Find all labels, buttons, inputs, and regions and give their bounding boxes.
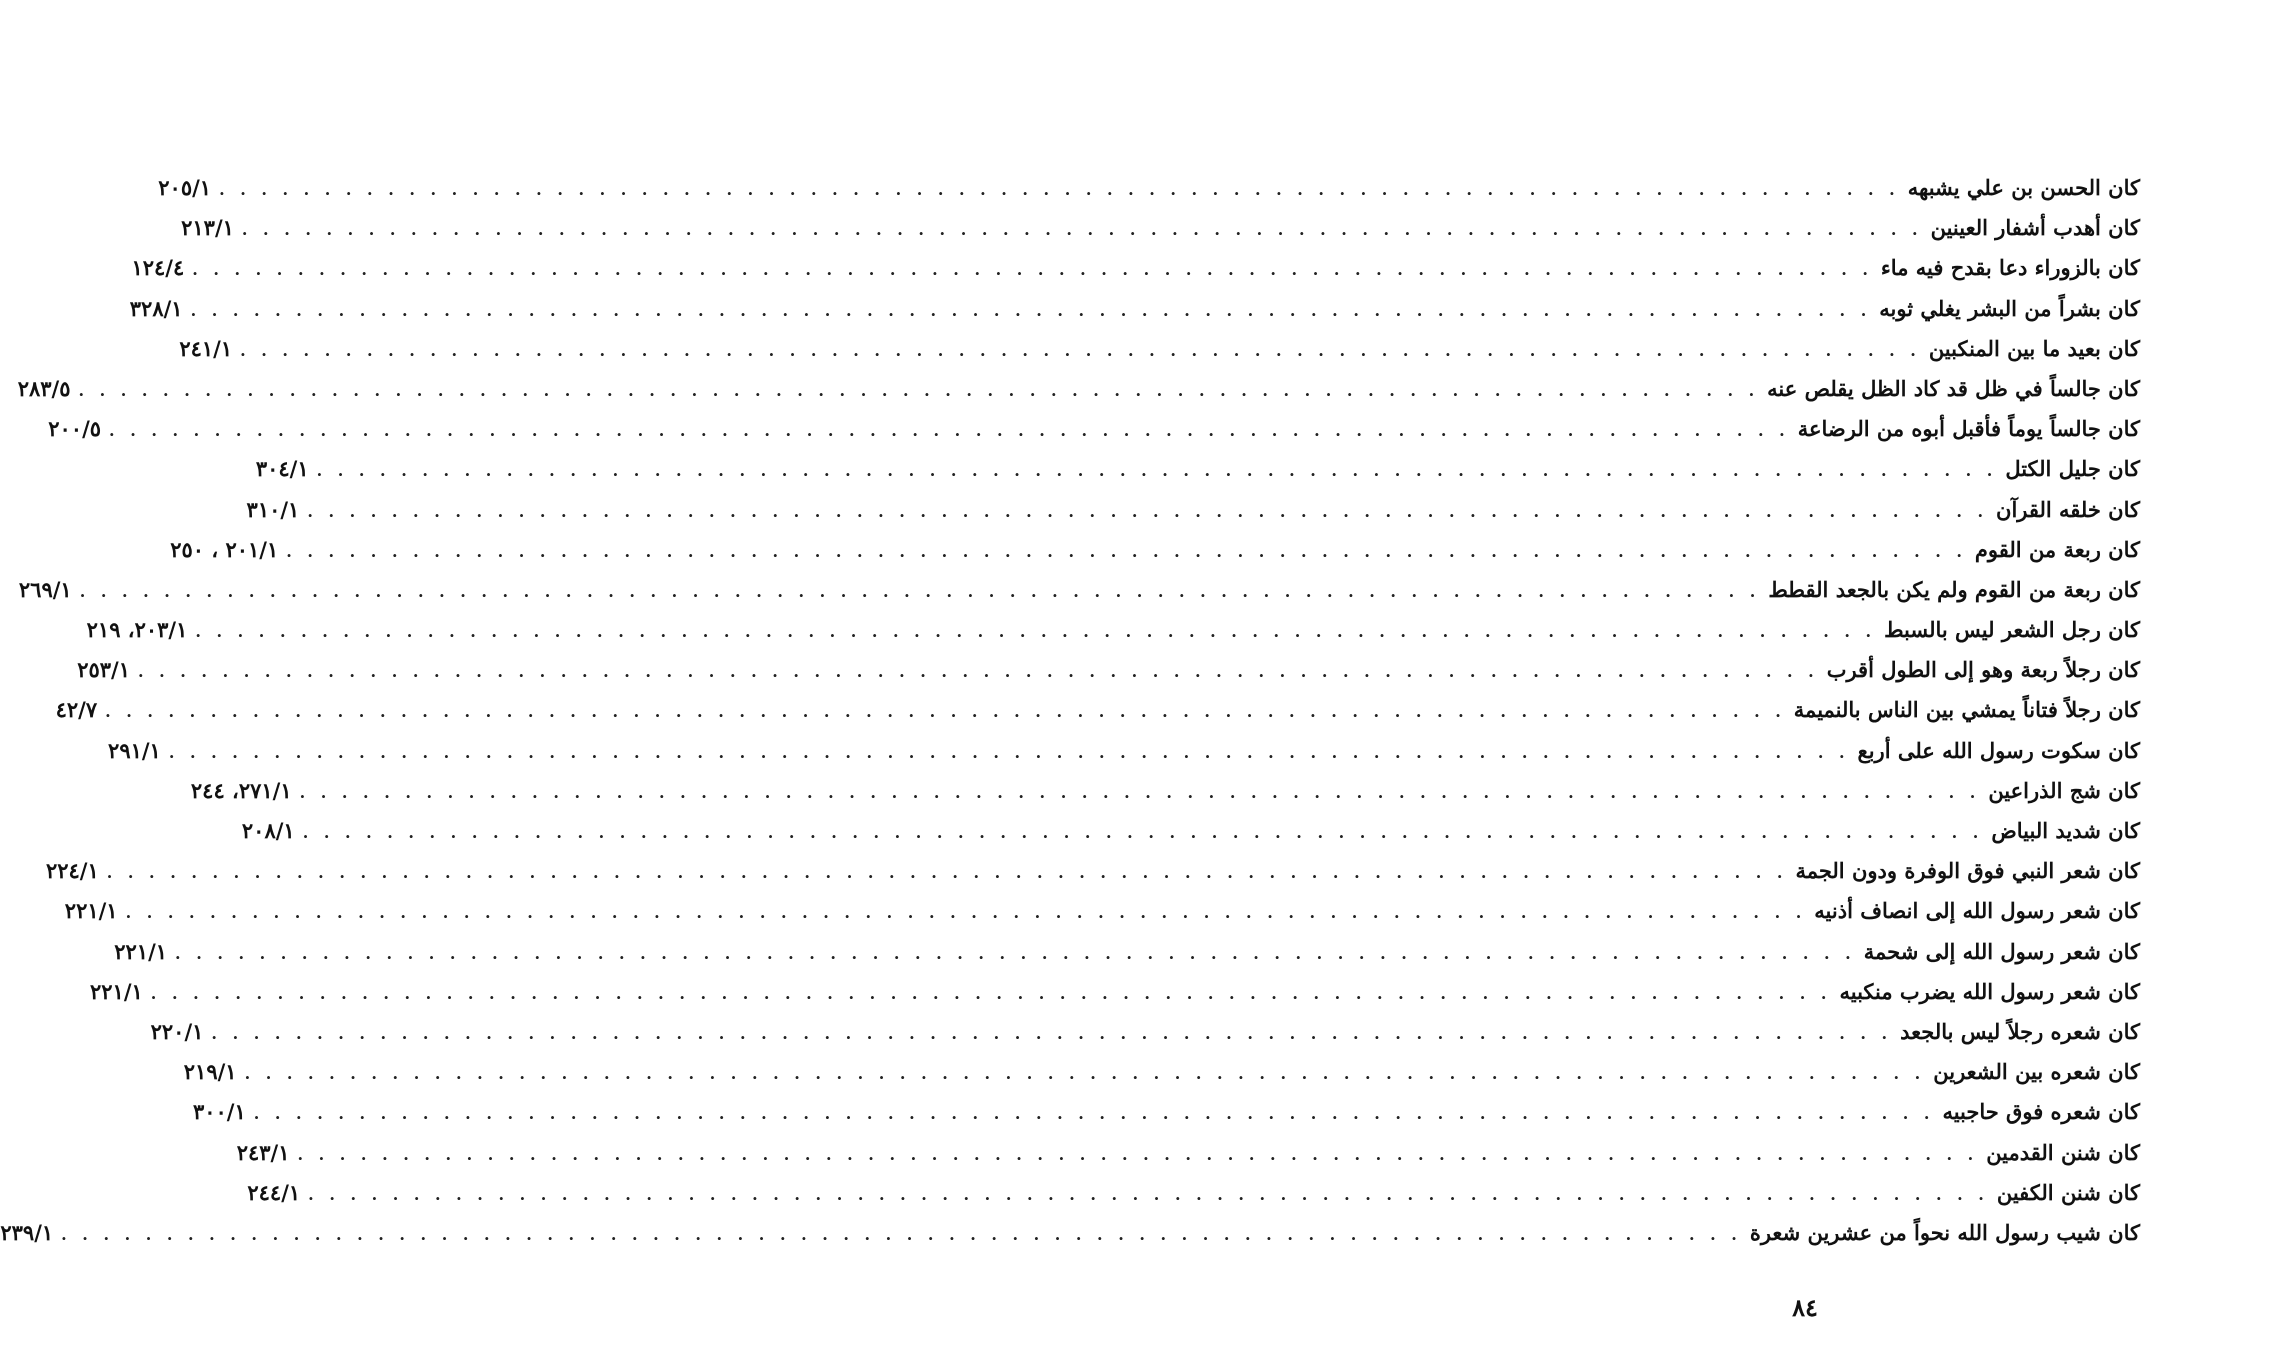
index-entry (90, 972, 2140, 1012)
dot-leader: . . . . . . . . . . . . . . . . . . . . . . . . . . . . . . . . . . . . . . . . . . . . . . . . . . . . . . . . . . . . . . . . . . . . . . . . . . . . . . . . (195, 622, 1877, 642)
dot-leader: . . . . . . . . . . . . . . . . . . . . . . . . . . . . . . . . . . . . . . . . . . . . . . . . . . . . . . . . . . . . . . . . . . . . . . . . . . . . . . . . (286, 541, 1967, 561)
index-entry (45, 851, 2140, 891)
entry-reference: ٢٤٣/١ (236, 1139, 290, 1165)
entry-reference: ٢٠٣/١، ٢١٩ (86, 617, 188, 643)
entry-reference: ٢٥٣/١ (77, 657, 130, 683)
entry-reference: ٢١٣/١ (181, 215, 234, 241)
index-entry (192, 1092, 2140, 1132)
entry-text: كان شنن الكفين (1996, 1179, 2140, 1205)
entry-text: كان شديد البياض (1991, 818, 2140, 843)
entry-text: كان جليل الكتل (2005, 456, 2140, 482)
entry-text: كان شيب رسول الله نحواً من عشرين شعرة (1749, 1219, 2140, 1245)
dot-leader: . . . . . . . . . . . . . . . . . . . . . . . . . . . . . . . . . . . . . . . . . . . . . . . . . . . . . . . . . . . . . . . . . . . . . . . . . . . . . . . . (79, 581, 1761, 601)
entry-text: كان بعيد ما بين المنكبين (1928, 335, 2140, 361)
dot-leader: . . . . . . . . . . . . . . . . . . . . . . . . . . . . . . . . . . . . . . . . . . . . . . . . . . . . . . . . . . . . . . . . . . . . . . . . . . . . . . . . (219, 180, 1900, 199)
dot-leader: . . . . . . . . . . . . . . . . . . . . . . . . . . . . . . . . . . . . . . . . . . . . . . . . . . . . . . . . . . . . . . . . . . . . . . . . . . . . . . . . (244, 1064, 1926, 1084)
entry-reference: ٣٢٨/١ (129, 295, 183, 321)
index-entry (0, 1213, 2140, 1253)
entry-reference: ٢٤٤/١ (247, 1179, 301, 1205)
dot-leader: . . . . . . . . . . . . . . . . . . . . . . . . . . . . . . . . . . . . . . . . . . . . . . . . . . . . . . . . . . . . . . . . . . . . . . . . . . . . . . . . (168, 742, 1850, 762)
entry-reference: ٣١٠/١ (246, 496, 300, 522)
index-entry (18, 570, 2140, 610)
entry-text: كان شنن القدمين (1986, 1139, 2140, 1165)
index-entry (150, 1012, 2140, 1052)
index-entry (183, 1052, 2140, 1092)
dot-leader: . . . . . . . . . . . . . . . . . . . . . . . . . . . . . . . . . . . . . . . . . . . . . . . . . . . . . . . . . . . . . . . . . . . . . . . . . . . . . . . . (240, 340, 1921, 360)
dot-leader: . . . . . . . . . . . . . . . . . . . . . . . . . . . . . . . . . . . . . . . . . . . . . . . . . . . . . . . . . . . . . . . . . . . . . . . . . . . . . . . . (302, 823, 1984, 842)
entry-text: كان جالساً يوماً فأقبل أبوه من الرضاعة (1797, 416, 2140, 442)
index-entry (77, 650, 2140, 690)
entry-reference: ٢٢١/١ (64, 898, 118, 924)
entry-text: كان شعره فوق حاجبيه (1942, 1099, 2140, 1125)
dot-leader: . . . . . . . . . . . . . . . . . . . . . . . . . . . . . . . . . . . . . . . . . . . . . . . . . . . . . . . . . . . . . . . . . . . . . . . . . . . . . . . . (192, 260, 1873, 280)
entry-reference: ٣٠٠/١ (192, 1099, 246, 1125)
entry-reference: ١٢٤/٤ (131, 255, 185, 281)
entry-reference: ٤٢/٧ (55, 697, 98, 723)
entry-text: كان سكوت رسول الله على أربع (1857, 737, 2140, 763)
dot-leader: . . . . . . . . . . . . . . . . . . . . . . . . . . . . . . . . . . . . . . . . . . . . . . . . . . . . . . . . . . . . . . . . . . . . . . . . . . . . . . . . (106, 863, 1788, 883)
entry-text: كان ربعة من القوم (1974, 536, 2140, 562)
entry-reference: ٢٠٥/١ (158, 175, 212, 200)
entry-text: كان شعر النبي فوق الوفرة ودون الجمة (1795, 858, 2140, 884)
index-entry (108, 731, 2140, 771)
index-entry (255, 449, 2140, 489)
entry-text: كان شج الذراعين (1988, 777, 2140, 803)
entry-reference: ٢٩١/١ (108, 737, 161, 763)
entry-reference: ٢٢٠/١ (150, 1018, 204, 1044)
entry-text: كان شعر رسول الله إلى انصاف أذنيه (1814, 898, 2140, 924)
index-entry (17, 369, 2140, 409)
dot-leader: . . . . . . . . . . . . . . . . . . . . . . . . . . . . . . . . . . . . . . . . . . . . . . . . . . . . . . . . . . . . . . . . . . . . . . . . . . . . . . . . (125, 903, 1807, 923)
index-entry (86, 610, 2140, 650)
index-entry (158, 168, 2140, 208)
dot-leader: . . . . . . . . . . . . . . . . . . . . . . . . . . . . . . . . . . . . . . . . . . . . . . . . . . . . . . . . . . . . . . . . . . . . . . . . . . . . . . . . (307, 501, 1989, 521)
index-entry (241, 811, 2140, 851)
index-entry (64, 891, 2140, 931)
dot-leader: . . . . . . . . . . . . . . . . . . . . . . . . . . . . . . . . . . . . . . . . . . . . . . . . . . . . . . . . . . . . . . . . . . . . . . . . . . . . . . . . (109, 421, 1790, 441)
dot-leader: . . . . . . . . . . . . . . . . . . . . . . . . . . . . . . . . . . . . . . . . . . . . . . . . . . . . . . . . . . . . . . . . . . . . . . . . . . . . . . . . (316, 461, 1998, 481)
dot-leader: . . . . . . . . . . . . . . . . . . . . . . . . . . . . . . . . . . . . . . . . . . . . . . . . . . . . . . . . . . . . . . . . . . . . . . . . . . . . . . . . (78, 380, 1760, 400)
index-list (0, 168, 2140, 1253)
entry-text: كان شعر رسول الله إلى شحمة (1863, 938, 2140, 964)
index-entry (236, 1133, 2140, 1173)
index-entry (55, 690, 2140, 730)
entry-text: كان بالزوراء دعا بقدح فيه ماء (1880, 255, 2140, 281)
entry-reference: ٢٠٠/٥ (48, 416, 102, 442)
entry-text: كان خلقه القرآن (1996, 496, 2140, 522)
dot-leader: . . . . . . . . . . . . . . . . . . . . . . . . . . . . . . . . . . . . . . . . . . . . . . . . . . . . . . . . . . . . . . . . . . . . . . . . . . . . . . . . (138, 662, 1819, 682)
entry-reference: ٢٠٨/١ (241, 818, 295, 843)
index-entry (131, 248, 2140, 288)
dot-leader: . . . . . . . . . . . . . . . . . . . . . . . . . . . . . . . . . . . . . . . . . . . . . . . . . . . . . . . . . . . . . . . . . . . . . . . . . . . . . . . . (190, 300, 1872, 320)
dot-leader: . . . . . . . . . . . . . . . . . . . . . . . . . . . . . . . . . . . . . . . . . . . . . . . . . . . . . . . . . . . . . . . . . . . . . . . . . . . . . . . . (308, 1184, 1989, 1204)
index-entry (170, 530, 2140, 570)
entry-reference: ٢٦٩/١ (18, 576, 72, 602)
index-entry (190, 771, 2140, 811)
index-entry (114, 932, 2140, 972)
entry-text: كان بشراً من البشر يغلي ثوبه (1879, 295, 2140, 321)
index-entry (246, 490, 2140, 530)
entry-reference: ٣٠٤/١ (255, 456, 309, 482)
entry-text: كان جالساً في ظل قد كاد الظل يقلص عنه (1767, 375, 2140, 401)
entry-reference: ٢٤١/١ (179, 335, 233, 361)
entry-text: كان أهدب أشفار العينين (1930, 215, 2140, 241)
index-entry (48, 409, 2140, 449)
dot-leader: . . . . . . . . . . . . . . . . . . . . . . . . . . . . . . . . . . . . . . . . . . . . . . . . . . . . . . . . . . . . . . . . . . . . . . . . . . . . . . . . (150, 983, 1832, 1003)
index-entry (129, 289, 2140, 329)
index-entry (181, 208, 2140, 248)
entry-reference: ٢٨٣/٥ (17, 375, 71, 401)
entry-text: كان رجلاً ربعة وهو إلى الطول أقرب (1826, 657, 2140, 683)
entry-text: كان ربعة من القوم ولم يكن بالجعد القطط (1768, 576, 2140, 602)
dot-leader: . . . . . . . . . . . . . . . . . . . . . . . . . . . . . . . . . . . . . . . . . . . . . . . . . . . . . . . . . . . . . . . . . . . . . . . . . . . . . . . . (241, 220, 1923, 240)
entry-reference: ٢١٩/١ (183, 1059, 237, 1085)
entry-text: كان الحسن بن علي يشبهه (1907, 175, 2140, 200)
dot-leader: . . . . . . . . . . . . . . . . . . . . . . . . . . . . . . . . . . . . . . . . . . . . . . . . . . . . . . . . . . . . . . . . . . . . . . . . . . . . . . . . (61, 1224, 1742, 1244)
index-entry (179, 329, 2140, 369)
dot-leader: . . . . . . . . . . . . . . . . . . . . . . . . . . . . . . . . . . . . . . . . . . . . . . . . . . . . . . . . . . . . . . . . . . . . . . . . . . . . . . . . (105, 702, 1786, 722)
entry-text: كان شعره رجلاً ليس بالجعد (1900, 1018, 2140, 1044)
dot-leader: . . . . . . . . . . . . . . . . . . . . . . . . . . . . . . . . . . . . . . . . . . . . . . . . . . . . . . . . . . . . . . . . . . . . . . . . . . . . . . . . (299, 782, 1981, 802)
dot-leader: . . . . . . . . . . . . . . . . . . . . . . . . . . . . . . . . . . . . . . . . . . . . . . . . . . . . . . . . . . . . . . . . . . . . . . . . . . . . . . . . (297, 1144, 1979, 1164)
dot-leader: . . . . . . . . . . . . . . . . . . . . . . . . . . . . . . . . . . . . . . . . . . . . . . . . . . . . . . . . . . . . . . . . . . . . . . . . . . . . . . . . (211, 1023, 1893, 1043)
entry-reference: ٢٢٤/١ (45, 858, 99, 884)
dot-leader: . . . . . . . . . . . . . . . . . . . . . . . . . . . . . . . . . . . . . . . . . . . . . . . . . . . . . . . . . . . . . . . . . . . . . . . . . . . . . . . . (253, 1104, 1935, 1124)
entry-reference: ٢٣٩/١ (0, 1219, 54, 1245)
entry-text: كان رجل الشعر ليس بالسبط (1884, 617, 2140, 643)
entry-text: كان شعره بين الشعرين (1933, 1059, 2140, 1085)
dot-leader: . . . . . . . . . . . . . . . . . . . . . . . . . . . . . . . . . . . . . . . . . . . . . . . . . . . . . . . . . . . . . . . . . . . . . . . . . . . . . . . . (175, 943, 1856, 963)
entry-reference: ٢٢١/١ (114, 938, 168, 964)
index-entry (247, 1173, 2140, 1213)
entry-reference: ٢٠١/١ ، ٢٥٠ (170, 536, 279, 562)
entry-reference: ٢٢١/١ (90, 978, 143, 1004)
entry-text: كان شعر رسول الله يضرب منكبيه (1839, 978, 2140, 1004)
page-number: ٨٤ (1792, 1293, 1818, 1322)
entry-reference: ٢٧١/١، ٢٤٤ (190, 777, 292, 803)
entry-text: كان رجلاً فتاناً يمشي بين الناس بالنميمة (1793, 697, 2140, 723)
